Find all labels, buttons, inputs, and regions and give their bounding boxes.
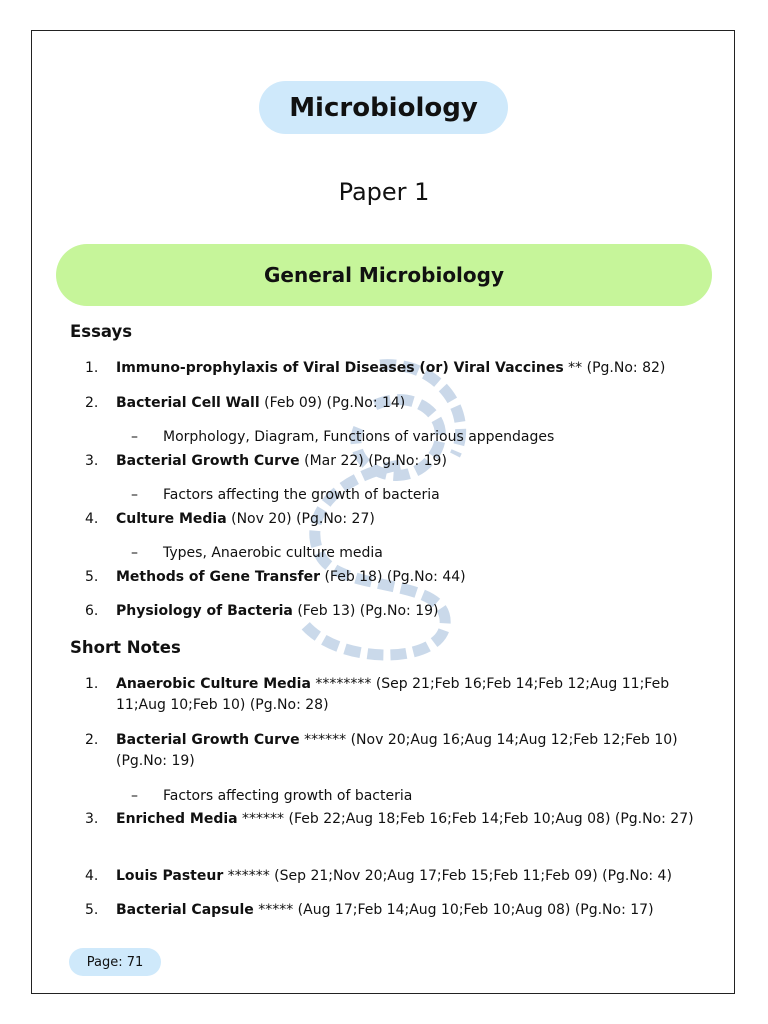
item-topic: Anaerobic Culture Media — [116, 676, 311, 692]
dash-bullet: – — [131, 788, 138, 804]
item-details: ****** (Feb 22;Aug 18;Feb 16;Feb 14;Feb 10;Aug 08) (Pg.No: 27) — [237, 811, 694, 827]
item-number: 2. — [85, 395, 99, 411]
title-badge — [259, 81, 508, 134]
page-number-badge — [69, 948, 161, 976]
item-topic: Physiology of Bacteria — [116, 603, 293, 619]
item-details: ****** (Sep 21;Nov 20;Aug 17;Feb 15;Feb 11;Feb 09) (Pg.No: 4) — [223, 868, 672, 884]
dash-bullet: – — [131, 429, 138, 445]
section-title: General Microbiology — [263, 263, 505, 287]
dash-bullet: – — [131, 545, 138, 561]
item-details: (Nov 20) (Pg.No: 27) — [226, 511, 375, 527]
item-details: (Feb 18) (Pg.No: 44) — [320, 569, 466, 585]
sub-item — [131, 543, 383, 564]
dash-bullet: – — [131, 487, 138, 503]
item-details: ****** (Nov 20;Aug 16;Aug 14;Aug 12;Feb 12;Feb 10) (Pg.No: 19) — [116, 732, 678, 769]
list-item — [85, 393, 695, 414]
essays-heading: Essays — [70, 322, 133, 341]
sub-item — [131, 485, 440, 506]
list-item — [85, 866, 695, 887]
item-topic: Culture Media — [116, 511, 227, 527]
item-number: 6. — [85, 603, 99, 619]
item-number: 5. — [85, 569, 99, 585]
item-details: ***** (Aug 17;Feb 14;Aug 10;Feb 10;Aug 08) (Pg.No: 17) — [253, 902, 654, 918]
item-topic: Bacterial Growth Curve — [116, 732, 300, 748]
list-item — [85, 730, 695, 772]
list-item — [85, 567, 695, 588]
item-details: ******** (Sep 21;Feb 16;Feb 14;Feb 12;Aug 11;Feb 11;Aug 10;Feb 10) (Pg.No: 28) — [116, 676, 670, 713]
item-topic: Bacterial Capsule — [116, 902, 254, 918]
section-banner — [56, 244, 712, 306]
item-number: 3. — [85, 453, 99, 469]
item-number: 5. — [85, 902, 99, 918]
item-topic: Enriched Media — [116, 811, 238, 827]
item-topic: Methods of Gene Transfer — [116, 569, 320, 585]
short-notes-heading: Short Notes — [70, 638, 181, 657]
item-number: 4. — [85, 868, 99, 884]
item-details: (Feb 09) (Pg.No: 14) — [259, 395, 406, 411]
list-item — [85, 451, 695, 472]
sub-item — [131, 786, 412, 807]
list-item — [85, 601, 695, 622]
list-item — [85, 674, 695, 716]
item-topic: Bacterial Growth Curve — [116, 453, 300, 469]
list-item — [85, 509, 695, 530]
item-topic: Louis Pasteur — [116, 868, 224, 884]
sub-item-text: Types, Anaerobic culture media — [163, 545, 383, 561]
page-number: Page: 71 — [86, 954, 144, 970]
item-number: 2. — [85, 732, 99, 748]
paper-label: Paper 1 — [338, 178, 430, 206]
sub-item — [131, 427, 554, 448]
list-item — [85, 809, 695, 830]
item-number: 1. — [85, 676, 99, 692]
list-item — [85, 900, 695, 921]
sub-item-text: Factors affecting growth of bacteria — [163, 788, 413, 804]
sub-item-text: Morphology, Diagram, Functions of various appendages — [163, 429, 555, 445]
item-details: (Mar 22) (Pg.No: 19) — [299, 453, 447, 469]
item-number: 3. — [85, 811, 99, 827]
item-topic: Bacterial Cell Wall — [116, 395, 260, 411]
item-number: 4. — [85, 511, 99, 527]
document-title: Microbiology — [289, 92, 478, 123]
item-details: (Feb 13) (Pg.No: 19) — [292, 603, 439, 619]
item-number: 1. — [85, 360, 99, 376]
list-item — [85, 358, 695, 379]
item-details: ** (Pg.No: 82) — [563, 360, 666, 376]
item-topic: Immuno-prophylaxis of Viral Diseases (or) Viral Vaccines — [116, 360, 564, 376]
sub-item-text: Factors affecting the growth of bacteria — [163, 487, 440, 503]
